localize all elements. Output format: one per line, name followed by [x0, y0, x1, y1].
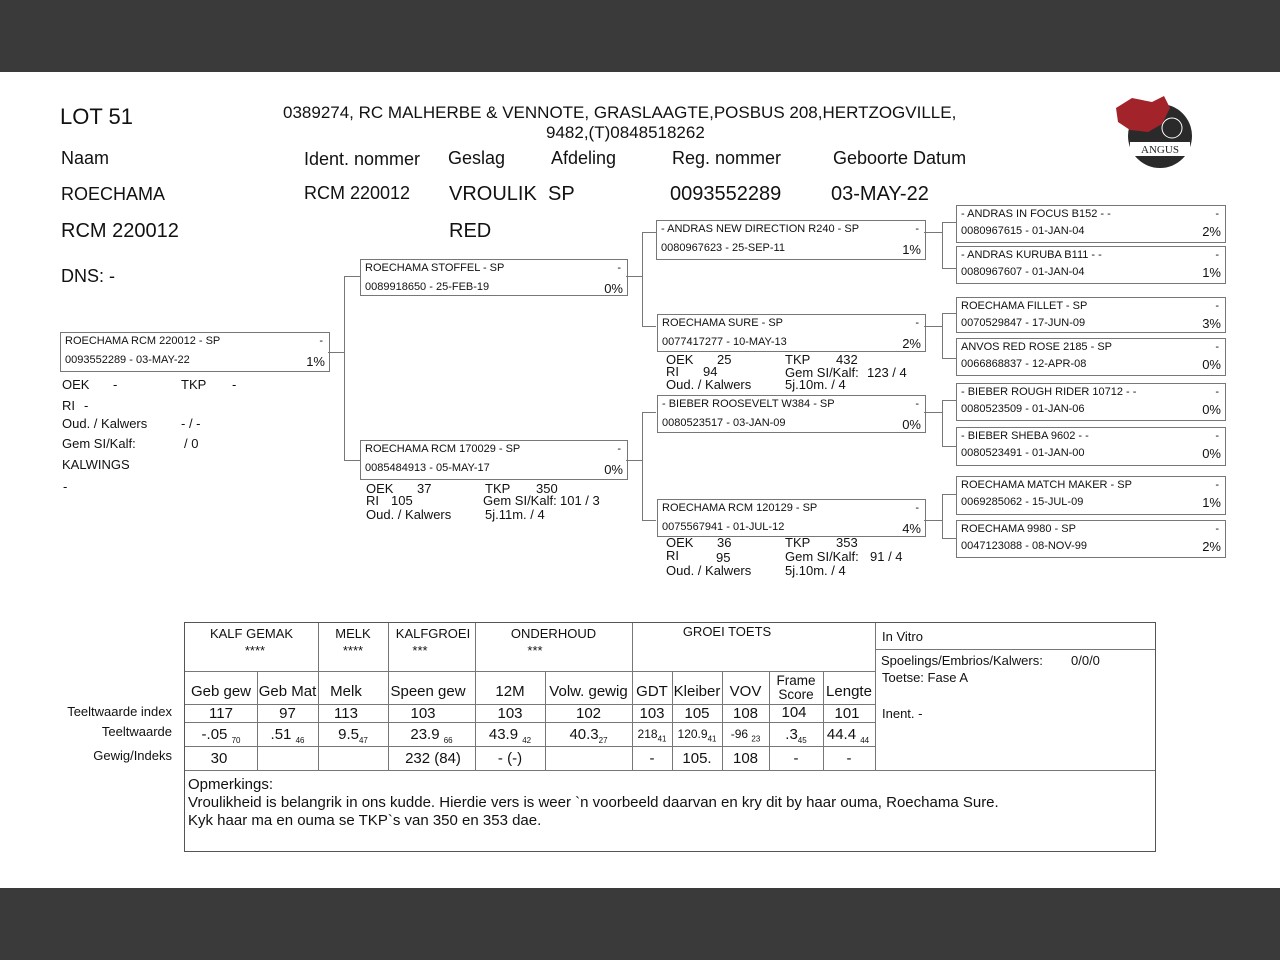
column-header: Lengte: [826, 683, 872, 700]
connector: [942, 494, 956, 495]
gp-oud-label: Oud. / Kalwers: [666, 563, 752, 578]
group-header: ONDERHOUD: [510, 626, 597, 641]
animal-dob: 03-MAY-22: [831, 183, 929, 205]
connector: [942, 446, 956, 447]
gp-oek-value: 36: [717, 535, 732, 550]
ebv-accuracy: 45: [797, 736, 807, 745]
column-header: Kleiber: [673, 683, 721, 700]
pedigree-detail: 0080523517 - 03-JAN-09: [662, 417, 786, 429]
header-reg: Reg. nommer: [672, 148, 782, 168]
column-header: VOV: [729, 683, 762, 700]
table-rule: [185, 671, 875, 672]
performance-table: [184, 622, 1156, 852]
pedigree-dash: -: [319, 335, 323, 347]
dam-oud-value: 5j.11m. / 4: [485, 507, 545, 522]
group-stars: ***: [412, 643, 428, 658]
self-gem-label: Gem SI/Kalf:: [62, 436, 136, 451]
self-oek-label: OEK: [62, 377, 90, 392]
lot-page: [0, 72, 1280, 888]
header-geslag: Geslag: [448, 148, 506, 168]
pedigree-detail: 0085484913 - 05-MAY-17: [365, 462, 490, 474]
pedigree-name: - ANDRAS KURUBA B111 - -: [961, 249, 1102, 261]
pedigree-dash: -: [915, 223, 919, 235]
gp-ri-value: 94: [703, 364, 718, 379]
ebv-value: -96: [730, 727, 749, 741]
pedigree-great-grandparent-box: [956, 520, 1226, 558]
weight-value: -: [793, 750, 799, 767]
pedigree-dash: -: [1215, 341, 1219, 353]
pedigree-percent: 1%: [1202, 495, 1221, 510]
pedigree-name: ROECHAMA 9980 - SP: [961, 523, 1076, 535]
weight-value: 30: [210, 750, 228, 767]
table-rule: [185, 722, 875, 723]
weight-value: - (-): [497, 750, 523, 767]
ebv-cell: [722, 727, 769, 743]
header-naam: Naam: [61, 148, 110, 168]
pedigree-name: - BIEBER ROOSEVELT W384 - SP: [662, 398, 835, 410]
table-rule: [875, 623, 876, 770]
index-value: 103: [410, 705, 436, 722]
group-header: MELK: [335, 626, 371, 641]
index-value: 113: [334, 705, 358, 722]
ebv-cell: [672, 727, 722, 743]
pedigree-great-grandparent-box: [956, 246, 1226, 284]
pedigree-detail: 0070529847 - 17-JUN-09: [961, 317, 1086, 329]
gp-tkp-label: TKP: [785, 352, 811, 367]
dam-gem-value: 101 / 3: [560, 493, 600, 508]
pedigree-percent: 2%: [1202, 224, 1221, 239]
connector: [942, 494, 943, 538]
animal-afdeling: SP: [548, 183, 575, 205]
gp-ri-label: RI: [666, 364, 679, 379]
connector: [942, 222, 956, 223]
connector: [344, 276, 360, 277]
gp-oud-label: Oud. / Kalwers: [666, 377, 752, 392]
connector: [924, 412, 942, 413]
pedigree-percent: 1%: [1202, 265, 1221, 280]
pedigree-dash: -: [915, 317, 919, 329]
ebv-accuracy: 46: [295, 736, 305, 745]
column-header: Volw. gewig: [549, 683, 628, 700]
owner-line-2: 9482,(T)0848518262: [546, 123, 705, 142]
index-value: 105: [684, 705, 710, 722]
ebv-cell: [821, 726, 875, 745]
column-header: Geb Mat: [258, 683, 317, 700]
pedigree-dash: -: [1215, 300, 1219, 312]
top-letterbox-bar: [0, 0, 1280, 72]
table-rule: [875, 649, 1155, 650]
self-kalwings-label: KALWINGS: [62, 457, 130, 472]
pedigree-detail: 0080967615 - 01-JAN-04: [961, 225, 1085, 237]
ebv-value: .3: [785, 726, 798, 743]
ebv-value: 218: [637, 727, 658, 741]
self-tkp-value: -: [232, 377, 237, 392]
pedigree-name: ANVOS RED ROSE 2185 - SP: [961, 341, 1112, 353]
pedigree-dash: -: [1215, 479, 1219, 491]
remarks-line: Kyk haar ma en ouma se TKP`s van 350 en 353 dae.: [188, 812, 542, 829]
pedigree-percent: 1%: [902, 242, 921, 257]
connector: [626, 276, 642, 277]
in-vitro-label: In Vitro: [882, 629, 923, 644]
pedigree-name: - ANDRAS IN FOCUS B152 - -: [961, 208, 1111, 220]
pedigree-detail: 0080523509 - 01-JAN-06: [961, 403, 1085, 415]
pedigree-detail: 0077417277 - 10-MAY-13: [662, 336, 787, 348]
ebv-accuracy: 41: [657, 734, 667, 744]
ebv-accuracy: 70: [231, 736, 241, 745]
ebv-cell: [318, 726, 388, 745]
pedigree-percent: 1%: [306, 354, 325, 369]
pedigree-percent: 0%: [604, 281, 623, 296]
column-header: 12M: [495, 683, 525, 700]
pedigree-self-box: [60, 332, 330, 372]
pedigree-percent: 2%: [902, 336, 921, 351]
self-tkp-label: TKP: [181, 377, 207, 392]
self-gem-value: / 0: [184, 436, 199, 451]
self-oud-label: Oud. / Kalwers: [62, 416, 148, 431]
group-stars: ****: [244, 643, 266, 658]
pedigree-detail: 0066868837 - 12-APR-08: [961, 358, 1087, 370]
gp-ri-label: RI: [666, 548, 679, 563]
self-kalwings-value: -: [63, 479, 68, 494]
pedigree-detail: 0075567941 - 01-JUL-12: [662, 521, 785, 533]
animal-colour: RED: [449, 220, 492, 242]
dam-ri-label: RI: [366, 493, 379, 508]
dam-tkp-label: TKP: [485, 481, 511, 496]
ebv-cell: [545, 726, 632, 745]
pedigree-percent: 2%: [1202, 539, 1221, 554]
pedigree-sire-box: [360, 259, 628, 296]
lot-number: LOT 51: [60, 104, 133, 129]
connector: [942, 400, 956, 401]
pedigree-name: - BIEBER ROUGH RIDER 10712 - -: [961, 386, 1137, 398]
gp-oek-label: OEK: [666, 535, 694, 550]
ebv-value: 120.9: [677, 727, 708, 741]
dam-oek-value: 37: [417, 481, 432, 496]
ebv-accuracy: 66: [443, 736, 453, 745]
angus-logo: [1112, 94, 1196, 174]
gp-oud-value: 5j.10m. / 4: [785, 377, 846, 392]
pedigree-great-grandparent-box: [956, 338, 1226, 376]
ebv-cell: [257, 726, 318, 745]
pedigree-detail: 0089918650 - 25-FEB-19: [365, 281, 490, 293]
index-value: 104: [781, 704, 807, 721]
animal-code: RCM 220012: [61, 220, 179, 242]
gp-oek-label: OEK: [666, 352, 694, 367]
connector: [942, 358, 956, 359]
pedigree-great-grandparent-box: [956, 383, 1226, 421]
dam-gem-label: Gem SI/Kalf:: [483, 493, 557, 508]
weight-value: 232 (84): [405, 750, 461, 767]
connector: [924, 326, 942, 327]
dam-oud-label: Oud. / Kalwers: [366, 507, 452, 522]
connector: [642, 412, 643, 520]
connector: [942, 538, 956, 539]
gp-gem-label: Gem SI/Kalf:: [785, 365, 859, 380]
header-ident: Ident. nommer: [304, 149, 421, 169]
connector: [642, 412, 656, 413]
connector: [642, 232, 656, 233]
group-stars: ****: [342, 643, 364, 658]
pedigree-detail: 0080967623 - 25-SEP-11: [661, 242, 785, 254]
group-header: GROEI TOETS: [682, 624, 772, 639]
group-stars: ***: [527, 643, 543, 658]
pedigree-dash: -: [1215, 430, 1219, 442]
pedigree-great-grandparent-box: [956, 427, 1226, 466]
pedigree-name: ROECHAMA RCM 120129 - SP: [662, 502, 818, 514]
pedigree-name: ROECHAMA RCM 170029 - SP: [365, 443, 521, 455]
column-header: Frame Score: [776, 673, 816, 702]
ebv-value: .51: [270, 726, 292, 743]
header-geboorte: Geboorte Datum: [833, 148, 967, 168]
pedigree-name: ROECHAMA FILLET - SP: [961, 300, 1088, 312]
ebv-cell: [388, 726, 475, 745]
pedigree-percent: 0%: [604, 462, 623, 477]
gp-oek-value: 25: [717, 352, 732, 367]
table-rule: [185, 746, 875, 747]
row-label-index: Teeltwaarde index: [67, 704, 172, 719]
ebv-accuracy: 23: [751, 734, 761, 744]
connector: [942, 268, 956, 269]
dam-oek-label: OEK: [366, 481, 394, 496]
pedigree-dash: -: [1215, 386, 1219, 398]
index-value: 102: [575, 705, 602, 722]
weight-value: 105.: [682, 750, 712, 767]
pedigree-detail: 0080523491 - 01-JAN-00: [961, 447, 1085, 459]
connector: [942, 313, 943, 358]
pedigree-name: ROECHAMA STOFFEL - SP: [365, 262, 505, 274]
ebv-cell: [185, 726, 257, 745]
ebv-cell: [475, 726, 545, 745]
gp-gem-label: Gem SI/Kalf:: [785, 549, 859, 564]
pedigree-detail: 0080967607 - 01-JAN-04: [961, 266, 1085, 278]
pedigree-dash: -: [915, 502, 919, 514]
pedigree-percent: 0%: [1202, 402, 1221, 417]
column-header: Geb gew: [190, 683, 252, 700]
self-ri-label: RI: [62, 398, 75, 413]
gp-tkp-label: TKP: [785, 535, 811, 550]
table-rule: [185, 770, 1155, 771]
ebv-accuracy: 44: [860, 736, 870, 745]
connector: [942, 222, 943, 268]
connector: [626, 460, 642, 461]
connector: [328, 352, 344, 353]
gp-gem-value: 123 / 4: [867, 365, 907, 380]
pedigree-dash: -: [617, 262, 621, 274]
pedigree-name: ROECHAMA SURE - SP: [662, 317, 784, 329]
self-oek-value: -: [113, 377, 118, 392]
column-header: Speen gew: [390, 683, 466, 700]
dam-tkp-value: 350: [536, 481, 558, 496]
pedigree-detail: 0047123088 - 08-NOV-99: [961, 540, 1087, 552]
pedigree-dash: -: [1215, 208, 1219, 220]
pedigree-percent: 3%: [1202, 316, 1221, 331]
weight-value: -: [649, 750, 655, 767]
pedigree-grandparent-box: [656, 220, 926, 260]
remarks-line: Vroulikheid is belangrik in ons kudde. Hierdie vers is weer `n voorbeeld daarvan en kry dit by haar ouma, Roechama Sure.: [188, 794, 999, 811]
index-value: 103: [639, 705, 665, 722]
gp-ri-value: 95: [716, 550, 731, 565]
weight-value: -: [846, 750, 852, 767]
pedigree-name: ROECHAMA MATCH MAKER - SP: [961, 479, 1132, 491]
pedigree-grandparent-box: [657, 314, 926, 352]
connector: [942, 400, 943, 446]
pedigree-percent: 4%: [902, 521, 921, 536]
pedigree-percent: 0%: [1202, 446, 1221, 461]
pedigree-dash: -: [915, 398, 919, 410]
logo-text: ANGUS: [1141, 144, 1179, 156]
ebv-accuracy: 41: [707, 734, 717, 744]
ebv-accuracy: 47: [358, 736, 368, 745]
remarks-label: Opmerkings:: [188, 776, 274, 793]
connector: [924, 520, 942, 521]
self-ri-value: -: [84, 398, 89, 413]
row-label-ebv: Teeltwaarde: [101, 724, 172, 739]
ebv-value: 23.9: [410, 726, 440, 743]
pedigree-name: - ANDRAS NEW DIRECTION R240 - SP: [661, 223, 860, 235]
pedigree-percent: 0%: [902, 417, 921, 432]
index-value: 108: [732, 705, 759, 722]
spoelings-value: 0/0/0: [1071, 653, 1100, 668]
ebv-value: -.05: [201, 726, 228, 743]
connector: [642, 232, 643, 326]
bottom-letterbox-bar: [0, 888, 1280, 960]
pedigree-grandparent-box: [657, 499, 926, 537]
index-value: 117: [209, 705, 233, 722]
gp-tkp-value: 353: [836, 535, 858, 550]
row-label-weights: Gewig/Indeks: [93, 748, 172, 763]
ebv-accuracy: 27: [598, 736, 608, 745]
ebv-value: 44.4: [826, 726, 857, 743]
gp-tkp-value: 432: [836, 352, 858, 367]
ebv-accuracy: 42: [522, 736, 532, 745]
owner-line-1: 0389274, RC MALHERBE & VENNOTE, GRASLAAGTE,POSBUS 208,HERTZOGVILLE,: [283, 103, 957, 122]
group-header: KALF GEMAK: [209, 626, 294, 641]
pedigree-percent: 0%: [1202, 357, 1221, 372]
self-oud-value: - / -: [181, 416, 201, 431]
pedigree-name: ROECHAMA RCM 220012 - SP: [65, 335, 221, 347]
column-header: Melk: [330, 683, 362, 700]
ebv-value: 40.3: [569, 726, 599, 743]
pedigree-detail: 0069285062 - 15-JUL-09: [961, 496, 1084, 508]
angus-logo-graphic: [1112, 94, 1196, 174]
animal-ident: RCM 220012: [304, 183, 411, 203]
gp-gem-value: 91 / 4: [870, 549, 903, 564]
connector: [344, 276, 345, 460]
connector: [642, 520, 656, 521]
pedigree-great-grandparent-box: [956, 297, 1226, 333]
pedigree-great-grandparent-box: [956, 476, 1226, 515]
pedigree-dash: -: [617, 443, 621, 455]
index-value: 97: [279, 705, 296, 722]
header-afdeling: Afdeling: [551, 148, 617, 168]
connector: [642, 326, 656, 327]
toetse-label: Toetse: Fase A: [882, 670, 968, 685]
animal-reg: 0093552289: [670, 183, 782, 205]
pedigree-name: - BIEBER SHEBA 9602 - -: [961, 430, 1089, 442]
ebv-value: 43.9: [488, 726, 519, 743]
ebv-cell: [632, 727, 672, 743]
pedigree-grandparent-box: [657, 395, 926, 433]
pedigree-dash: -: [1215, 249, 1219, 261]
pedigree-detail: 0093552289 - 03-MAY-22: [65, 354, 190, 366]
column-header: GDT: [636, 683, 668, 700]
group-header: KALFGROEI: [395, 626, 471, 641]
pedigree-great-grandparent-box: [956, 205, 1226, 243]
inent-label: Inent. -: [882, 706, 923, 721]
dns-status: DNS: -: [61, 266, 115, 286]
ebv-cell: [769, 726, 823, 745]
weight-value: 108: [732, 750, 759, 767]
pedigree-dash: -: [1215, 523, 1219, 535]
spoelings-label: Spoelings/Embrios/Kalwers:: [881, 653, 1043, 668]
gp-oud-value: 5j.10m. / 4: [785, 563, 846, 578]
ebv-value: 9.5: [338, 726, 359, 743]
pedigree-dam-box: [360, 440, 628, 480]
dam-ri-value: 105: [391, 493, 413, 508]
connector: [344, 460, 360, 461]
connector: [924, 232, 942, 233]
connector: [942, 313, 956, 314]
animal-name: ROECHAMA: [61, 184, 166, 204]
index-value: 103: [497, 705, 523, 722]
index-value: 101: [834, 705, 860, 722]
animal-geslag: VROULIK: [449, 183, 537, 205]
